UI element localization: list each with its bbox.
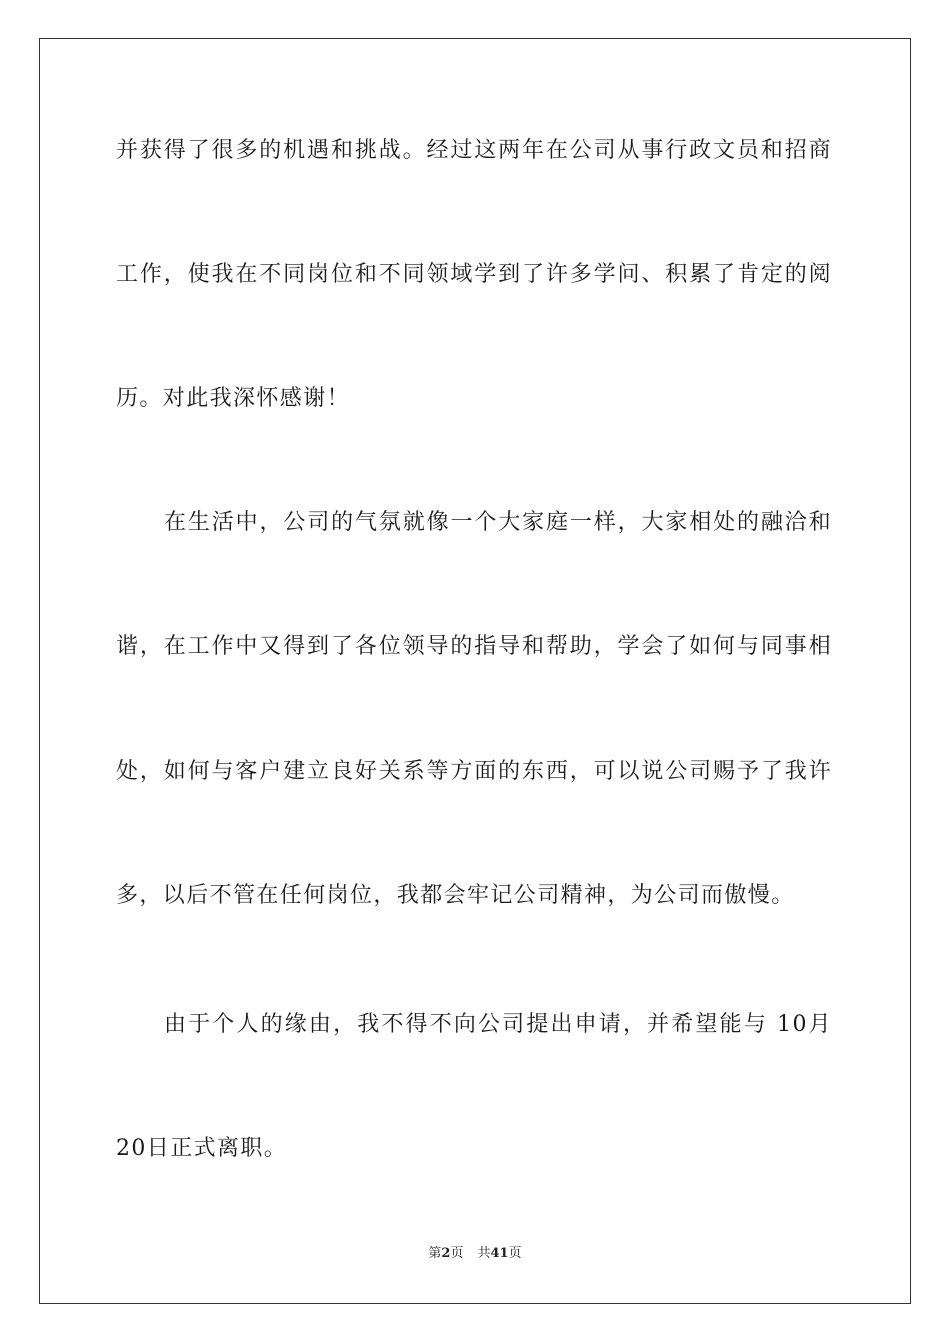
- footer-page-number: 2: [441, 1246, 451, 1261]
- body-line-5: 谐，在工作中又得到了各位领导的指导和帮助，学会了如何与同事相: [116, 634, 832, 659]
- body-line-3: 历。对此我深怀感谢！: [116, 386, 351, 411]
- body-line-7: 多，以后不管在任何岗位，我都会牢记公司精神，为公司而傲慢。: [116, 883, 795, 908]
- footer-page-suffix: 页: [450, 1246, 464, 1261]
- page-border: [39, 38, 911, 1304]
- body-line-9: 20日正式离职。: [116, 1136, 288, 1161]
- body-line-6: 处，如何与客户建立良好关系等方面的东西，可以说公司赐予了我许: [116, 759, 832, 784]
- body-line-2: 工作，使我在不同岗位和不同领域学到了许多学问、积累了肯定的阅: [116, 262, 832, 287]
- footer-page-prefix: 第: [428, 1246, 442, 1261]
- body-line-8: 由于个人的缘由，我不得不向公司提出申请，并希望能与 10月: [164, 1012, 832, 1037]
- body-line-4: 在生活中，公司的气氛就像一个大家庭一样，大家相处的融洽和: [164, 510, 832, 535]
- page-footer: [0, 1245, 950, 1263]
- footer-total-pages: 41: [490, 1246, 509, 1261]
- footer-total-suffix: 页: [508, 1246, 522, 1261]
- footer-total-prefix: 共: [477, 1246, 491, 1261]
- body-line-1: 并获得了很多的机遇和挑战。经过这两年在公司从事行政文员和招商: [116, 138, 832, 163]
